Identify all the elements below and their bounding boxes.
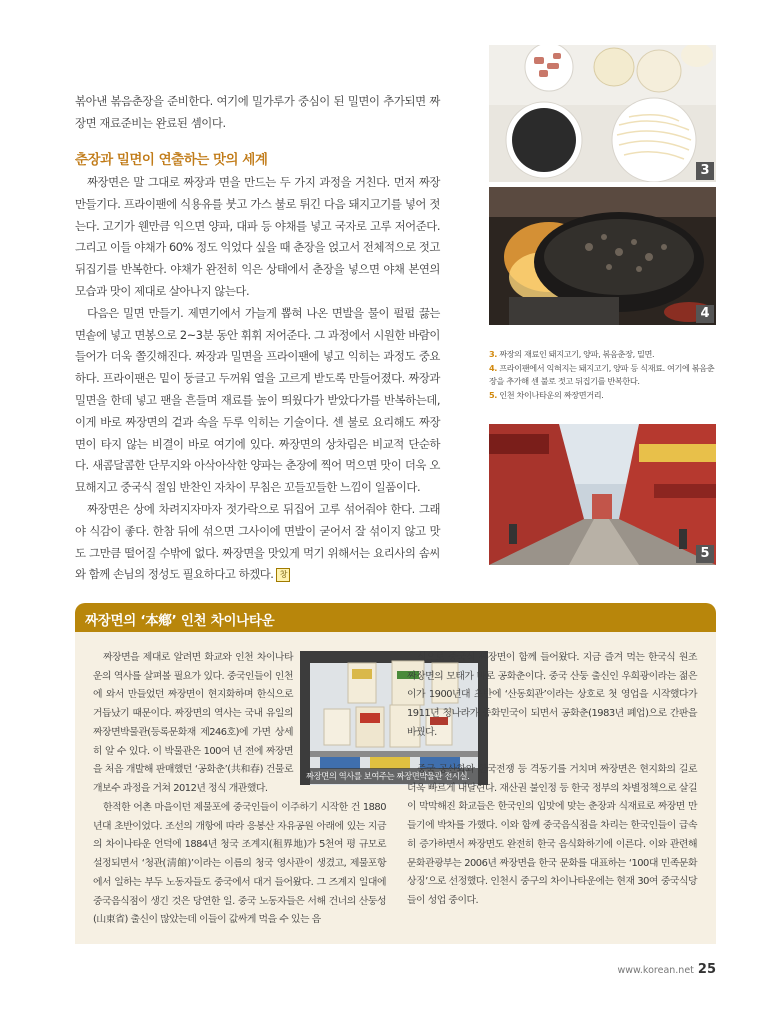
caption-4 bbox=[489, 362, 719, 389]
caption-5-number: 5. bbox=[489, 389, 498, 400]
box-paragraph-3: 식으로 중국식 짜장면이 함께 들어왔다. 지금 즐겨 먹는 한국식 원조 짜장면의 모태가 바로 공화춘이다. 중국 산둥 출신인 우희광이라는 젊은이가 1900년대 초반에 ‘산동회관’이라는 상호로 첫 영업을 시작했다가 1911년 청나라가 중화민국이 되면서 공화춘(1983년 폐업)으로 간판을 바꿨다. bbox=[407, 652, 697, 738]
photo-captions bbox=[489, 348, 719, 402]
box-header bbox=[75, 603, 716, 632]
footer-site: www.korean.net bbox=[617, 965, 694, 976]
caption-3-text: 짜장의 재료인 돼지고기, 양파, 볶음춘장, 밀면. bbox=[499, 349, 655, 359]
caption-3-number: 3. bbox=[489, 349, 498, 359]
box-column-2-top bbox=[407, 649, 697, 743]
body-paragraph-3 bbox=[75, 499, 440, 586]
end-mark-icon: 창 bbox=[276, 568, 290, 582]
street-illustration bbox=[489, 424, 716, 565]
museum-photo-caption: 짜장면의 역사를 보여주는 짜장면박물관 전시실. bbox=[300, 768, 488, 784]
body-paragraph-2: 다음은 밀면 만들기. 제면기에서 가늘게 뽑혀 나온 면발을 물이 펄펄 끓는 면솥에 넣고 면봉으로 2~3분 동안 휘휘 저어준다. 그 과정에서 시원한 바람이 들어가 더욱 쫄깃해진다. 짜장과 밀면을 프라이팬에 넣고 익히는 과정도 중요하다. 프라이팬은 밑이 둥글고 두꺼워 열을 고르게 받도록 만들어졌다. 짜장과 밀면을 한데 넣고 팬을 흔들며 재료를 높이 띄웠다가 받았다가를 반복하는데, 이게 바로 짜장면의 겉과 속을 두루 익히는 기술이다. 센 불로 요리해도 짜장면이 타지 않는 비결이 바로 여기에 있다. 짜장면의 상차림은 비교적 단순하다. 새콤달콤한 단무지와 아삭아삭한 양파는 춘장에 찍어 먹으면 맛이 더욱 오묘해지고 중국식 절임 반찬인 자차이 무침은 꼬들꼬들한 느낌이 일품이다. bbox=[75, 305, 440, 495]
wok-cooking-photo bbox=[489, 187, 716, 325]
photo-number-3: 3 bbox=[696, 162, 714, 180]
box-column-1-top bbox=[93, 649, 293, 799]
box-paragraph-4: 중국 공산화와 한국전쟁 등 격동기를 거치며 짜장면은 현지화의 길로 더욱 빠르게 내달린다. 재산권 불인정 등 한국 정부의 차별정책으로 살길이 막막해진 화교들은 한국인의 입맛에 맞는 춘장과 식재료로 짜장면 만들기에 박차를 가했다. 이와 함께 중국음식점을 차리는 한국인들이 급속히 증가하면서 짜장면도 완전히 한국 음식화하기에 이른다. 이와 관련해 문화관광부는 2006년 짜장면을 한국 문화를 대표하는 ‘100대 민족문화상징’으로 선정했다. 인천시 중구의 차이나타운에는 현재 30여 중국식당들이 성업 중이다. bbox=[407, 764, 697, 906]
caption-4-number: 4. bbox=[489, 362, 498, 373]
caption-5 bbox=[489, 389, 719, 403]
page-footer bbox=[617, 962, 716, 977]
body-paragraph-1: 짜장면은 말 그대로 짜장과 면을 만드는 두 가지 과정을 거친다. 먼저 짜장 만들기다. 프라이팬에 식용유를 붓고 가스 불로 튀긴 다음 돼지고기를 넣어 젓는다. 고기가 웬만큼 익으면 양파, 대파 등 야채를 넣고 국자로 고루 저어준다. 그리고 이들 야채가 60% 정도 익었다 싶을 때 춘장을 얹고서 전체적으로 젓고 뒤집기를 반복한다. 야채가 완전히 익은 상태에서 춘장을 넣으면 야채 본연의 모습과 맛이 제대로 살아나지 않는다. bbox=[75, 175, 440, 298]
caption-3 bbox=[489, 348, 719, 362]
ingredients-photo bbox=[489, 45, 716, 182]
photo-number-4: 4 bbox=[696, 305, 714, 323]
box-title: 짜장면의 ‘本鄕’ 인천 차이나타운 bbox=[85, 613, 275, 629]
caption-4-text: 프라이팬에서 익혀지는 돼지고기, 양파 등 식재료. 여기에 볶음춘장을 추가해 센 불로 젓고 뒤집기를 반복한다. bbox=[489, 362, 715, 386]
body-paragraph-3-text: 짜장면은 상에 차려지자마자 젓가락으로 뒤집어 고루 섞어줘야 한다. 그래야 식감이 좋다. 한참 뒤에 섞으면 그사이에 면발이 굳어서 잘 섞이지 않고 맛도 그만큼 떨어질 수밖에 없다. 짜장면을 맛있게 먹기 위해서는 요리사의 솜씨와 함께 손님의 정성도 필요하다고 하겠다. bbox=[75, 501, 440, 582]
chinatown-street-photo bbox=[489, 424, 716, 565]
intro-paragraph: 볶아낸 볶음춘장을 준비한다. 여기에 밀가루가 중심이 된 밀면이 추가되면 짜장면 재료준비는 완료된 셈이다. bbox=[75, 94, 440, 130]
box-column-2-bottom bbox=[407, 761, 697, 911]
wok-illustration bbox=[489, 187, 716, 325]
article-body bbox=[75, 172, 440, 586]
box-paragraph-1: 짜장면을 제대로 알려면 화교와 인천 차이나타운의 역사를 살펴볼 필요가 있다. 중국인들이 인천에 와서 만들었던 짜장면이 현지화하며 한식으로 거듭났기 때문이다. 짜장면의 역사는 국내 유일의 짜장면박물관(등록문화재 제246호)에 가면 상세히 알 수 있다. 이 박물관은 100여 년 전에 짜장면을 처음 개발해 판매했던 ‘공화춘’(共和春) 건물로 개보수 과정을 거쳐 2012년 정식 개관했다. bbox=[93, 652, 293, 794]
box-paragraph-2: 한적한 어촌 마을이던 제물포에 중국인들이 이주하기 시작한 건 1880년대 초반이었다. 조선의 개항에 따라 응봉산 자유공원 아래에 있는 지금의 차이나타운 언덕에 1884년 청국 조계지(租界地)가 5천여 평 규모로 설정되면서 ‘청관(淸館)’이라는 이름의 청국 영사관이 생겼고, 제물포항에서 일하는 부두 노동자들도 중국에서 대거 들어왔다. 그 즈계지 일대에 중국음식점이 생긴 것은 당연한 일. 중국 노동자들은 서해 건너의 산둥성(山東省) 출신이 많았는데 이들이 값싸게 먹을 수 있는 음 bbox=[93, 802, 386, 926]
page-number: 25 bbox=[697, 962, 716, 977]
box-column-1-bottom bbox=[93, 799, 386, 930]
caption-5-text: 인천 차이나타운의 짜장면거리. bbox=[499, 389, 604, 400]
ingredients-illustration bbox=[489, 45, 716, 182]
photo-number-5: 5 bbox=[696, 545, 714, 563]
section-heading: 춘장과 밀면이 연출하는 맛의 세계 bbox=[75, 152, 268, 168]
